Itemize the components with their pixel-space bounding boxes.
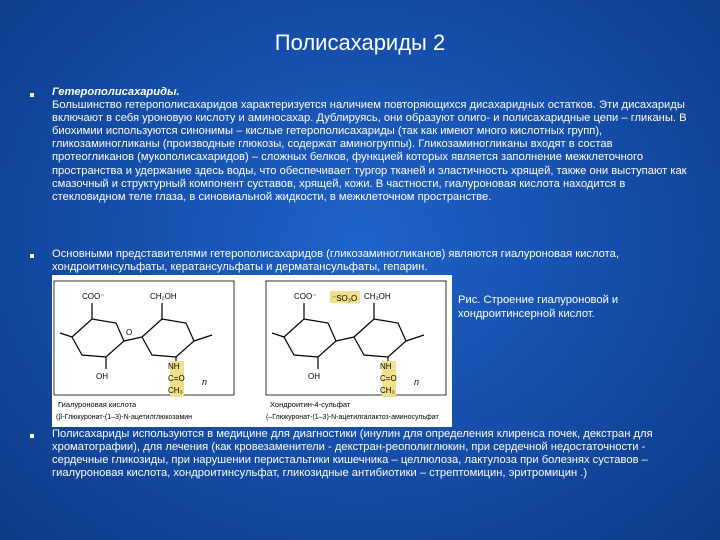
c-label: C=O xyxy=(168,374,185,383)
structure-figure xyxy=(52,275,452,427)
bullet-marker xyxy=(30,434,34,438)
bullet-3-text: Полисахариды используются в медицине для диагностики (инулин для определения клиренса почек, декстран для хроматографии), для лечения (как кровезаменители - декстран-реополиглюкин, при сердечной недостаточности - сердечные гликозиды, при нарушении перистальтики кишечника – целлюлоза, лактулоза при болезнях суставов – гиалуроновая кислота, хондроитинсульфат, гликозидные антибиотики – стрептомицин, эритромицин .) xyxy=(52,428,653,480)
ring-2 xyxy=(142,319,194,357)
figure-caption: Рис. Строение гиалуроновой и хондроитинсерной кислот. xyxy=(458,294,619,320)
bullet-marker xyxy=(30,93,34,97)
bullet-2-text: Основными представителями гетерополисахаридов (гликозаминогликанов) являются гиалуроновая кислота, хондроитинсульфаты, кератансульфаты и дерматансульфаты, гепарин. xyxy=(52,248,619,274)
nh-label-right: NH xyxy=(380,362,392,371)
nh-label: NH xyxy=(168,362,180,371)
oh-label-right: OH xyxy=(308,372,320,381)
ch3-label-right: CH₃ xyxy=(380,386,395,395)
right-name: Хондроитин-4-сульфат xyxy=(270,400,351,409)
ring-3 xyxy=(284,319,336,357)
ch3-label: CH₃ xyxy=(168,386,183,395)
ring-4 xyxy=(354,319,406,357)
o-label: O xyxy=(126,328,133,337)
coo-label: COO⁻ xyxy=(82,292,105,301)
n-label: n xyxy=(202,377,208,387)
n-label-right: n xyxy=(414,377,420,387)
structure-diagram xyxy=(52,275,452,427)
oh-label: OH xyxy=(96,372,108,381)
left-name: Гиалуроновая кислота xyxy=(58,400,137,409)
c-label-right: C=O xyxy=(380,374,397,383)
ch2oh-label-right: CH₂OH xyxy=(364,292,391,301)
so3-label: ⁻SO₃O xyxy=(332,294,358,303)
right-formula: (–Глюкуронат-(1–3)-N-ацетилгалактоз-аминосульфат xyxy=(266,414,439,421)
ring-1 xyxy=(72,319,124,357)
bullet-1-body: Большинство гетерополисахаридов характеризуется наличием повторяющихся дисахаридных остатков. Эти дисахариды включают в себя уроновую кислоту и аминосахар. Дублируясь, они образуют олиго- и полисахаридные цепи – гликаны. В биохимии используются синонимы – кислые гетерополисахариды (так как имеют много кислотных групп), гликозаминогликаны (производные глюкозы, содержат аминогруппы). Гликозаминогликаны входят в состав протеогликанов (мукополисахаридов) – сложных белков, функцией которых является заполнение межклеточного пространства и удержание здесь воды, что обеспечивает тургор тканей и эластичность хрящей, также они выступают как смазочный и структурный компонент суставов, хрящей, кожи. В частности, гиалуроновая кислота находится в стекловидном теле глаза, в синовиальной жидкости, в межклеточном пространстве. xyxy=(52,99,687,203)
bullet-marker xyxy=(30,254,34,258)
slide-title: Полисахариды 2 xyxy=(274,30,446,55)
bullet-1-text xyxy=(52,86,692,204)
ch2oh-label: CH₂OH xyxy=(150,292,177,301)
left-formula: (β-Глюкуронат-(1–3)-N-ацетилглюкозамин xyxy=(56,414,193,421)
bullet-1-heading: Гетерополисахариды. xyxy=(52,86,180,98)
coo-label-right: COO⁻ xyxy=(294,292,317,301)
